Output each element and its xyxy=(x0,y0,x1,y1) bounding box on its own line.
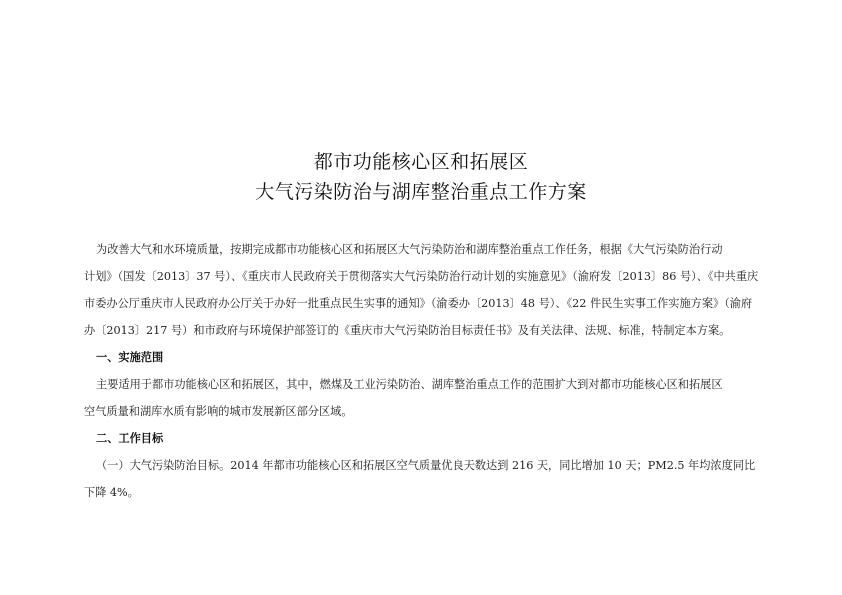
intro-paragraph-line-3: 市委办公厅重庆市人民政府办公厅关于办好一批重点民生实事的通知》（渝委办〔2013〕48 号）、《22 件民生实事工作实施方案》（渝府 xyxy=(84,297,753,310)
section-heading-scope: 一、实施范围 xyxy=(96,351,164,364)
intro-paragraph-line-1: 为改善大气和水环境质量，按期完成都市功能核心区和拓展区大气污染防治和湖库整治重点工作任务，根据《大气污染防治行动 xyxy=(96,243,723,256)
section-heading-goals: 二、工作目标 xyxy=(96,432,164,445)
scope-paragraph-line-2: 空气质量和湖库水质有影响的城市发展新区部分区域。 xyxy=(84,405,353,418)
scope-paragraph-line-1: 主要适用于都市功能核心区和拓展区，其中，燃煤及工业污染防治、湖库整治重点工作的范围扩大到对都市功能核心区和拓展区 xyxy=(96,378,723,391)
document-title-line-2: 大气污染防治与湖库整治重点工作方案 xyxy=(255,181,587,203)
intro-paragraph-line-4: 办〔2013〕217 号）和市政府与环境保护部签订的《重庆市大气污染防治目标责任书》及有关法律、法规、标准，特制定本方案。 xyxy=(84,324,731,337)
goals-paragraph-line-2: 下降 4%。 xyxy=(84,486,139,499)
document-title-line-1: 都市功能核心区和拓展区 xyxy=(313,151,529,173)
goals-paragraph-line-1: （一）大气污染防治目标。2014 年都市功能核心区和拓展区空气质量优良天数达到 216 天，同比增加 10 天；PM2.5 年均浓度同比 xyxy=(96,459,756,472)
intro-paragraph-line-2: 计划》（国发〔2013〕37 号）、《重庆市人民政府关于贯彻落实大气污染防治行动计划的实施意见》（渝府发〔2013〕86 号）、《中共重庆 xyxy=(84,270,759,283)
